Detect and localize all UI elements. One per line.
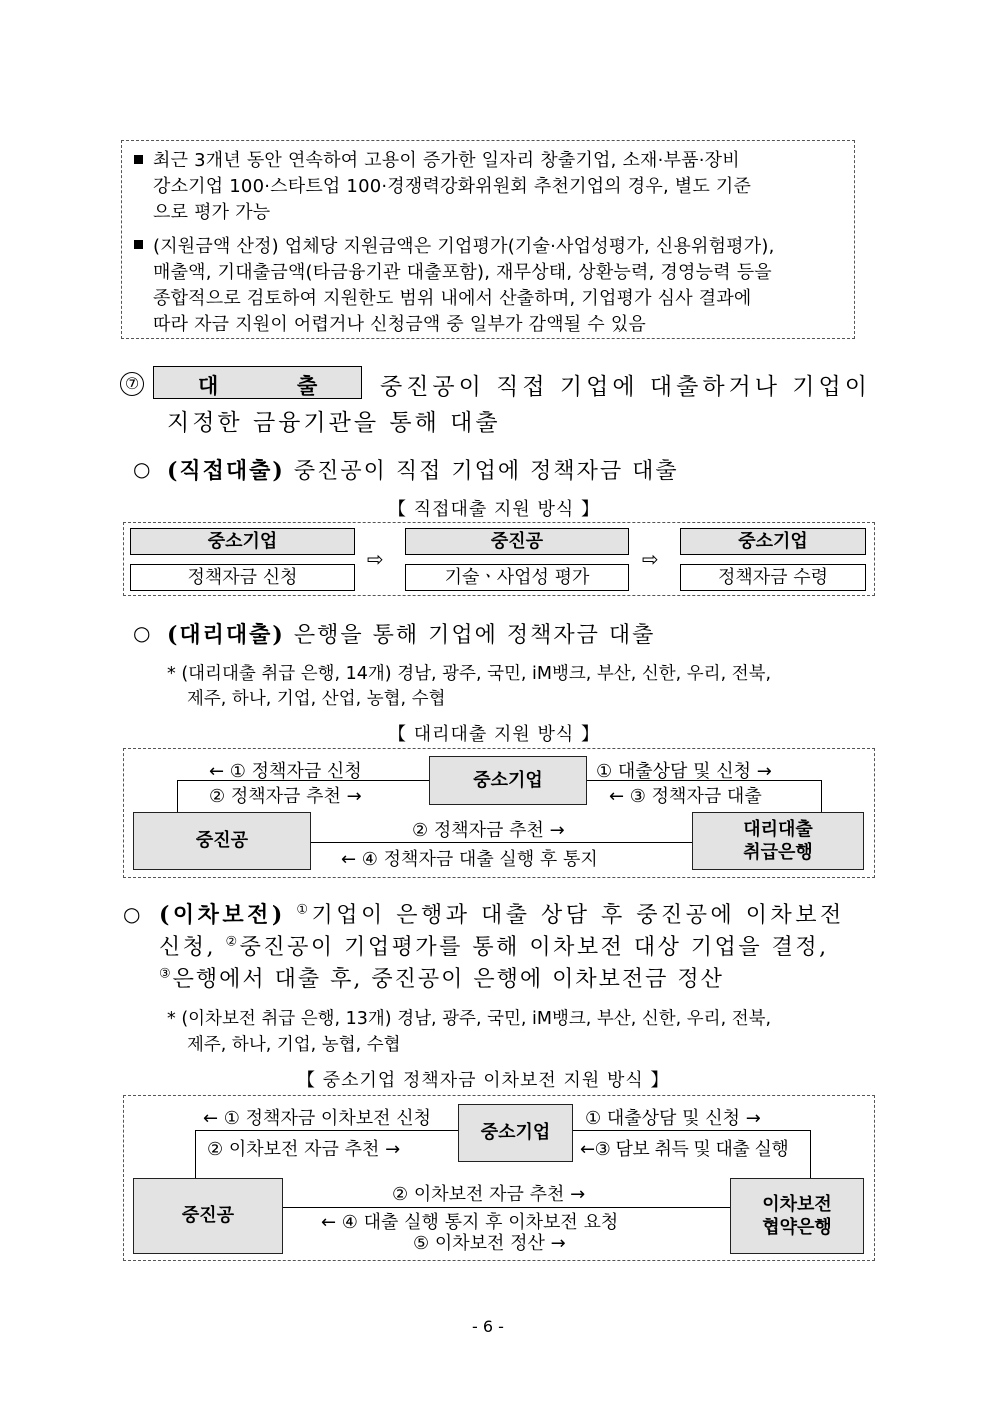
- flow-label: ① 대출상담 및 신청 →: [585, 1108, 761, 1129]
- interest-label: (이차보전): [159, 902, 286, 928]
- flow-arrow-icon: ⇨: [642, 547, 659, 571]
- bank-box-label: 협약은행: [762, 1217, 832, 1238]
- connector-line: [311, 842, 693, 843]
- sme-box-label: 중소기업: [480, 1122, 551, 1144]
- flow-label: ← ① 정책자금 이차보전 신청: [203, 1108, 431, 1129]
- notice-line: 최근 3개년 동안 연속하여 고용이 증가한 일자리 창출기업, 소재·부품·장비: [153, 150, 740, 171]
- section-title-char: 출: [297, 374, 318, 398]
- kosmes-box: [133, 812, 311, 870]
- interest-note-line: 제주, 하나, 기업, 농협, 수협: [187, 1035, 401, 1055]
- notice-line: 으로 평가 가능: [153, 202, 271, 223]
- flow-step-title: 중진공: [405, 528, 629, 555]
- flow-label: ② 이차보전 자금 추천 →: [207, 1139, 401, 1160]
- flow-label: ← ① 정책자금 신청: [209, 761, 362, 782]
- notice-line: (지원금액 산정) 업체당 지원금액은 기업평가(기술·사업성평가, 신용위험평가),: [153, 236, 775, 257]
- notice-line: 강소기업 100·스타트업 100·경쟁력강화위원회 추천기업의 경우, 별도 기준: [153, 176, 752, 197]
- bank-box-label: 대리대출: [743, 818, 813, 840]
- interest-text: 중진공이 기업평가를 통해 이차보전 대상 기업을 결정,: [239, 935, 829, 960]
- flow-label: ② 이차보전 자금 추천 →: [392, 1184, 586, 1205]
- section-desc-line1: 중진공이 직접 기업에 대출하거나 기업이: [380, 374, 871, 400]
- interest-text: 기업이 은행과 대출 상담 후 중진공에 이차보전: [311, 903, 845, 928]
- interest-note-line: * (이차보전 취급 은행, 13개) 경남, 광주, 국민, iM뱅크, 부산, 신한, 우리, 전북,: [167, 1009, 772, 1029]
- interest-text: 은행에서 대출 후, 중진공이 은행에 이차보전금 정산: [172, 967, 724, 992]
- flow-label: ← ④ 대출 실행 통지 후 이차보전 요청: [321, 1212, 619, 1233]
- interest-sup: ①: [296, 902, 312, 918]
- flow-step-title: 중소기업: [130, 528, 355, 555]
- sme-box: [458, 1104, 573, 1162]
- sme-box: [429, 756, 587, 805]
- flow-label: ← ④ 정책자금 대출 실행 후 통지: [341, 849, 598, 870]
- ring-bullet: ○: [133, 457, 151, 481]
- notice-line: 종합적으로 검토하여 지원한도 범위 내에서 산출하며, 기업평가 심사 결과에: [153, 288, 752, 309]
- connector-line: [177, 780, 178, 812]
- sme-box-label: 중소기업: [473, 769, 543, 791]
- connector-line: [573, 1130, 811, 1131]
- interest-line2: [159, 930, 829, 961]
- section-title-box: [153, 366, 362, 399]
- bullet-square: [134, 240, 143, 249]
- flow-label: ←③ 담보 취득 및 대출 실행: [580, 1139, 789, 1160]
- flow-label: ← ③ 정책자금 대출: [609, 786, 762, 807]
- page-number: - 6 -: [472, 1317, 504, 1336]
- section-desc-line2: 지정한 금융기관을 통해 대출: [167, 410, 501, 436]
- bank-box-label: 취급은행: [743, 842, 813, 863]
- kosmes-box-label: 중진공: [181, 1205, 235, 1227]
- direct-heading: [167, 454, 679, 485]
- interest-line3: [159, 962, 724, 993]
- flow-step-sub: 정책자금 신청: [130, 564, 355, 591]
- ring-bullet: ○: [133, 621, 151, 645]
- connector-line: [195, 1130, 196, 1178]
- interest-line1: [159, 898, 845, 929]
- notice-line: 따라 자금 지원이 어렵거나 신청금액 중 일부가 감액될 수 있음: [153, 314, 646, 335]
- flow-label: ② 정책자금 추천 →: [209, 786, 362, 807]
- bullet-square: [134, 155, 143, 164]
- flow-step-title: 중소기업: [680, 528, 866, 555]
- interest-text: 신청,: [159, 935, 226, 960]
- flow-step-sub: 정책자금 수령: [680, 564, 866, 591]
- direct-text: 중진공이 직접 기업에 정책자금 대출: [284, 459, 679, 484]
- agency-text: 은행을 통해 기업에 정책자금 대출: [284, 623, 656, 648]
- interest-sup: ③: [159, 966, 173, 982]
- interest-sup: ②: [225, 934, 240, 950]
- section-number: ⑦: [120, 372, 144, 396]
- flow-step-sub: 기술ㆍ사업성 평가: [405, 564, 629, 591]
- connector-line: [810, 1130, 811, 1178]
- connector-line: [821, 780, 822, 812]
- kosmes-box: [133, 1178, 283, 1254]
- kosmes-box-label: 중진공: [195, 830, 249, 852]
- direct-caption: 【 직접대출 지원 방식 】: [388, 499, 600, 520]
- flow-label: ① 대출상담 및 신청 →: [596, 761, 772, 782]
- flow-label: ⑤ 이차보전 정산 →: [413, 1233, 566, 1254]
- section-title-char: 대: [198, 374, 219, 398]
- agency-caption: 【 대리대출 지원 방식 】: [388, 724, 600, 745]
- flow-arrow-icon: ⇨: [367, 547, 384, 571]
- agency-note-line: * (대리대출 취급 은행, 14개) 경남, 광주, 국민, iM뱅크, 부산, 신한, 우리, 전북,: [167, 664, 772, 684]
- agency-note-line: 제주, 하나, 기업, 산업, 농협, 수협: [187, 689, 446, 709]
- connector-line: [195, 1130, 458, 1131]
- bank-box: [730, 1178, 864, 1254]
- agency-label: (대리대출): [167, 622, 285, 648]
- bank-box-label: 이차보전: [762, 1193, 832, 1215]
- bank-box: [692, 812, 864, 870]
- direct-label: (직접대출): [167, 458, 285, 484]
- ring-bullet: ○: [123, 902, 141, 926]
- notice-line: 매출액, 기대출금액(타금융기관 대출포함), 재무상태, 상환능력, 경영능력 등을: [153, 262, 772, 283]
- agency-heading: [167, 618, 655, 649]
- interest-caption: 【 중소기업 정책자금 이차보전 지원 방식 】: [297, 1070, 670, 1091]
- flow-label: ② 정책자금 추천 →: [412, 820, 565, 841]
